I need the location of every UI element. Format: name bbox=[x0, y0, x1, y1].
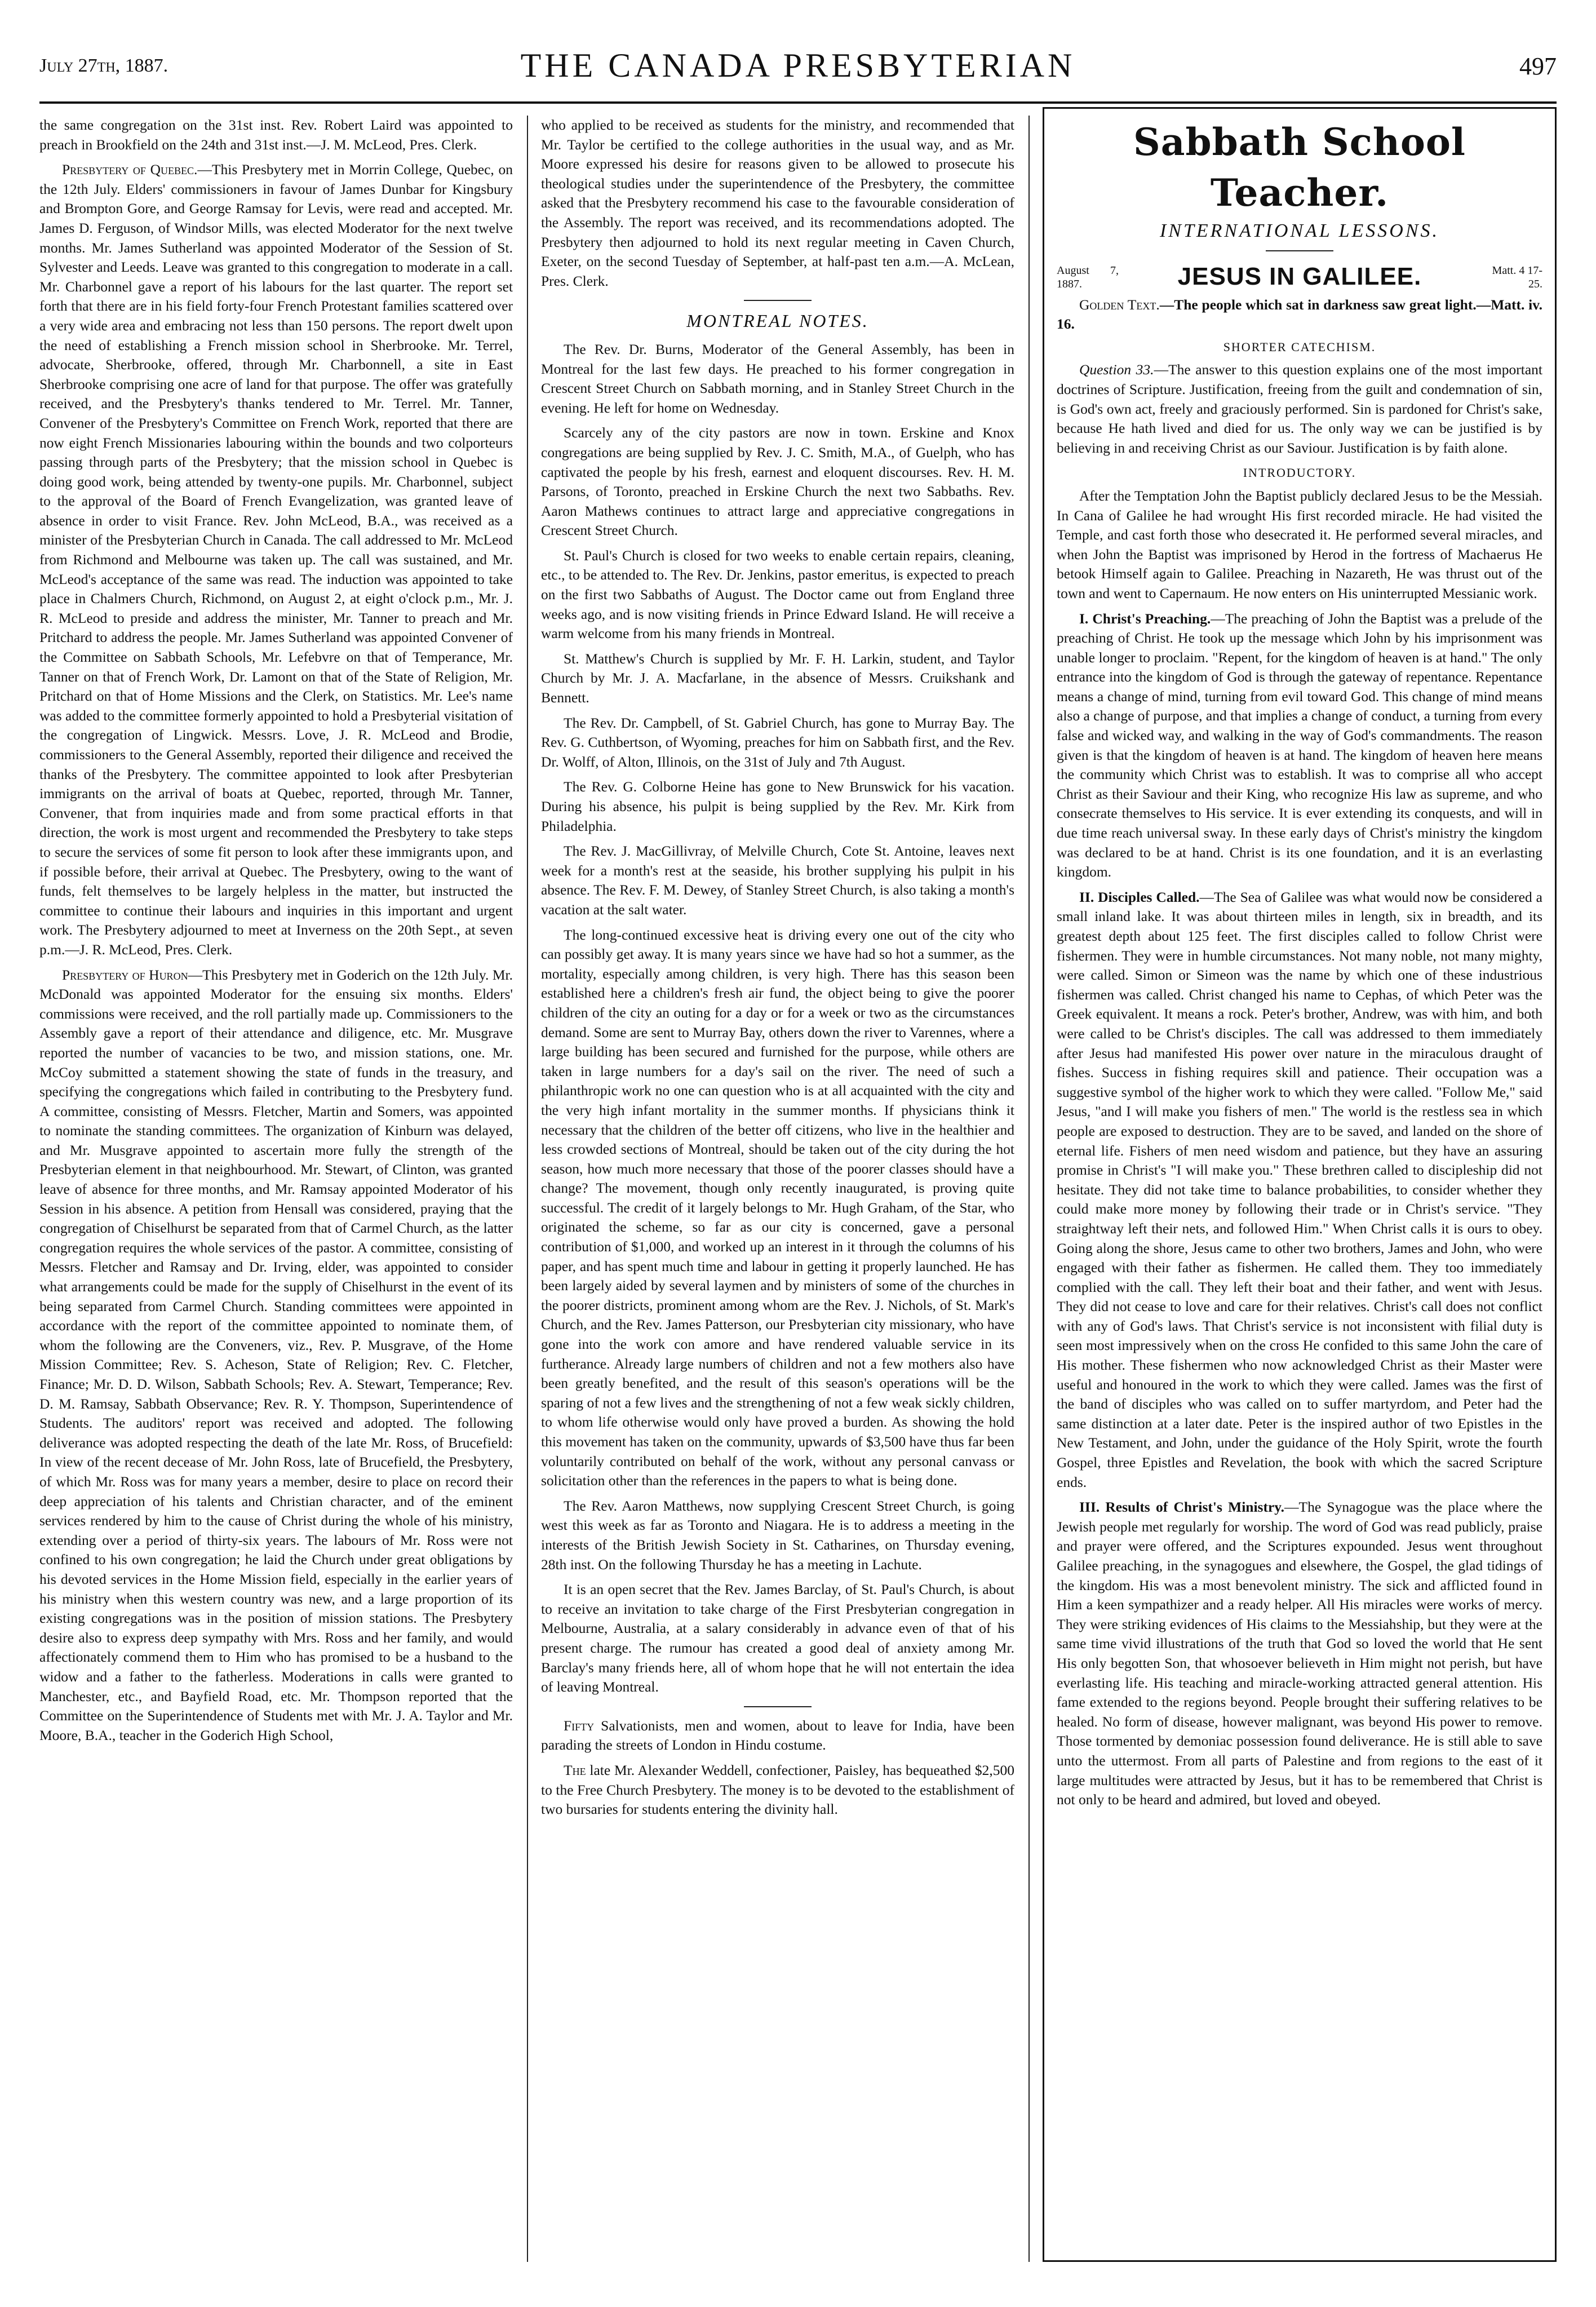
section-title: Sabbath School Teacher. bbox=[1133, 120, 1466, 215]
paragraph: The Rev. Dr. Campbell, of St. Gabriel Church, has gone to Murray Bay. The Rev. G. Cuthbertson, of Wyoming, preaches for him on Sabbath first, and the Rev. Dr. Wolff, of Alton, Illinois, on the 31st of July and 7th August. bbox=[541, 714, 1014, 770]
page-header bbox=[39, 34, 1557, 104]
sabbath-school-box bbox=[1043, 107, 1557, 2262]
column-middle bbox=[541, 116, 1014, 2262]
golden-text bbox=[1057, 295, 1542, 334]
paragraph: the same congregation on the 31st inst. Rev. Robert Laird was appointed to preach in Brookfield on the 24th and 31st inst.—J. M. McLeod, Pres. Clerk. bbox=[39, 117, 513, 153]
masthead-title: THE CANADA PRESBYTERIAN bbox=[520, 47, 1076, 84]
paragraph-lead: The bbox=[564, 1761, 586, 1778]
paragraph: The Rev. J. MacGillivray, of Melville Church, Cote St. Antoine, leaves next week for a month's rest at the seaside, his brother supplying his pulpit in his absence. The Rev. F. M. Dewey, of Stanley Street Church, is also taking a month's vacation at the salt water. bbox=[541, 843, 1014, 918]
news-item bbox=[541, 1761, 1014, 1819]
paragraph-text: late Mr. Alexander Weddell, confectioner, Paisley, has bequeathed $2,500 to the Free Church Presbytery. The money is to be devoted to the establishment of two bursaries for students entering the divinity hall. bbox=[541, 1761, 1014, 1818]
paragraph-lead: Presbytery of Quebec. bbox=[62, 161, 198, 178]
divider bbox=[744, 300, 812, 301]
paragraph: who applied to be received as students for the ministry, and recommended that Mr. Taylor be certified to the college authorities in the usual way, and as Mr. Moore expressed his desire for reasons given to be allowed to prosecute his theological studies under the superintendence of the Presbytery, the committee asked that the Presbytery recommend his case to the favourable consideration of the Assembly. The report was received, and its recommendations adopted. The Presbytery then adjourned to hold its next regular meeting in Caven Church, Exeter, on the second Tuesday of September, at half-past ten a.m.—A. McLean, Pres. Clerk. bbox=[541, 117, 1014, 289]
paragraph-text: —This Presbytery met in Goderich on the 12th July. Mr. McDonald was appointed Moderator for the ensuing six months. Elders' commissions were received, and the roll partially made up. Commissioners to the Assembly gave a report of their attendance and diligence, etc. Mr. Musgrave reported the number of vacancies to be two, and mission stations, one. Mr. McCoy submitted a statement showing the state of funds in the treasury, and specifying the congregations which failed in contributing to the Presbytery fund. A committee, consisting of Messrs. Fletcher, Martin and Somers, was appointed to nominate the standing committees. The organization of Kinburn was delayed, and Mr. Musgrave appointed to ascertain more fully the strength of the Presbyterian element in that neighbourhood. Mr. Stewart, of Clinton, was granted leave of absence for three months, and Mr. Ramsay appointed Moderator of his Session in his absence. A petition from Hensall was considered, praying that the congregation of Chiselhurst be separated from that of Carmel Church, as the latter congregation requires the whole services of the pastor. A committee, consisting of Messrs. Fletcher and Ramsay and Dr. Irving, elder, was appointed to consider what arrangements could be made for the supply of Chiselhurst in the event of its being separated from Carmel Church. Standing committees were appointed in accordance with the report of the committee appointed to nominate them, of whom the following are the Conveners, viz., Rev. P. Musgrave, of the Home Mission Committee; Rev. S. Acheson, State of Religion; Rev. C. Fletcher, Finance; Mr. D. D. Wilson, Sabbath Schools; Rev. A. Stewart, Temperance; Rev. D. M. Ramsay, Sabbath Observance; Rev. R. Y. Thompson, Superintendence of Students. The auditors' report was received and adopted. The following deliverance was adopted respecting the death of the late Mr. Ross, of Brucefield: In view of the recent decease of Mr. John Ross, late of Brucefield, the Presbytery, of which Mr. Ross was for many years a member, desire to place on record their deep appreciation of his talents and Christian character, and of the eminent services rendered by him to the cause of Christ during the whole of his ministry, extending over a period of thirty-six years. The labours of Mr. Ross were not confined to his own congregation; he laid the Church under great obligations by his devoted services in the Home Mission field, especially in the earlier years of his ministry when this western country was new, and a large proportion of its existing congregations was in the position of mission stations. The Presbytery desire also to express deep sympathy with Mrs. Ross and her family, and would affectionately commend them to Him who has promised to be a husband to the widow and a father to the fatherless. Moderations in calls were granted to Manchester, etc., and Bayfield Road, etc. Mr. Thompson reported that the Committee on the Superintendence of Students met with Mr. J. A. Taylor and Mr. Moore, B.A., teacher in the Goderich High School, bbox=[39, 966, 513, 1743]
golden-text-label: Golden Text. bbox=[1079, 296, 1160, 313]
question-label: Question 33. bbox=[1079, 361, 1154, 378]
paragraph-presbytery-quebec bbox=[39, 160, 513, 959]
golden-text-body: —The people which sat in darkness saw great light.—Matt. iv. 16. bbox=[1057, 296, 1542, 333]
paragraph: The Rev. Dr. Burns, Moderator of the General Assembly, has been in Montreal for the last few days. He preached to his former congregation in Crescent Street Church on Sabbath morning, and in Stanley Street Church in the evening. He left for home on Wednesday. bbox=[541, 340, 1014, 416]
section-title: MONTREAL NOTES. bbox=[686, 311, 869, 331]
paragraph-text: Salvationists, men and women, about to leave for India, have been parading the streets of London in Hindu costume. bbox=[541, 1717, 1014, 1754]
section-subtitle: INTERNATIONAL LESSONS. bbox=[1159, 220, 1440, 241]
news-item bbox=[541, 1716, 1014, 1755]
paragraph-lead: Presbytery of Huron bbox=[62, 966, 188, 983]
paragraph: It is an open secret that the Rev. James Barclay, of St. Paul's Church, is about to receive an invitation to take charge of the First Presbyterian congregation in Melbourne, Australia, at a salary considerably in advance even of that of his present charge. The rumour has created a good deal of anxiety among Mr. Barclay's many friends here, all of whom hope that he will not entertain the idea of leaving Montreal. bbox=[541, 1581, 1014, 1695]
lesson-heading bbox=[1057, 264, 1542, 291]
section-heading: II. Disciples Called. bbox=[1079, 888, 1200, 905]
divider bbox=[1266, 250, 1333, 251]
paragraph-text: —The Synagogue was the place where the Jewish people met regularly for worship. The word of God was read publicly, praise and prayer were offered, and the Scriptures expounded. Jesus went throughout Galilee preaching, in the synagogues and elsewhere, the Gospel, the glad tidings of the kingdom. His was a most benevolent ministry. The sick and afflicted found in Him a keen sympathizer and a ready helper. All His miracles were works of mercy. They were striking evidences of His claims to the Messiahship, but they were at the same time vivid illustrations of the truth that God so loved the world that He sent His only begotten Son, that whosoever believeth in Him might not perish, but have everlasting life. His teaching and miracle-working attracted general attention. His fame extended to the regions beyond. People brought their suffering relatives to be healed. No form of disease, however malignant, was beyond His power to remove. Those tormented by demoniac possession found deliverance. He is still able to save unto the uttermost. From all parts of Palestine and from regions to the east of it large multitudes were attracted by Jesus, but it has to be remembered that Christ is not only to be heard and admired, but loved and obeyed. bbox=[1057, 1499, 1542, 1808]
subheading: SHORTER CATECHISM. bbox=[1223, 339, 1376, 354]
paragraph-text: —The Sea of Galilee was what would now be considered a small inland lake. It was about thirteen miles in length, six in breadth, and its greatest depth about 125 feet. The first disciples called to follow Christ were fishermen. They were in humble circumstances. Not many noble, not many mighty, were called. Simon or Simeon was the name by which one of these industrious fishermen was called. Christ changed his name to Cephas, of which Peter was the Greek equivalent. It means a rock. Peter's brother, Andrew, was with him, and both were called to be Christ's disciples. The call was addressed to them immediately after Jesus had manifested His power over nature in the miraculous draught of fishes. Success in fishing requires skill and patience. Their occupation was a suggestive symbol of the higher work to which they were called. "Follow Me," said Jesus, "and I will make you fishers of men." The world is the restless sea in which people are exposed to destruction. They are to be saved, and landed on the shore of eternal life. Fishers of men need wisdom and patience, but they have an assuring promise in Christ's "I will make you." These brethren called to discipleship did not hesitate. They did not take time to balance probabilities, to consider whether they could make more money by following their trade or in Christ's service. "They straightway left their nets, and followed Him." When Christ calls it is ours to obey. Going along the shore, Jesus came to other two brothers, James and John, who were engaged with their father as fishermen. He called them. They too immediately complied with the call. They left their boat and their father, and went with Jesus. They did not cease to love and care for their relatives. Christ's call does not conflict with any of God's laws. That Christ's service is not inconsistent with filial duty is seen most impressively when on the cross He confided to this same John the care of His mother. These fishermen who now acknowledged Christ as their Master were useful and honoured in the work to which they were called. James was the first of the band of disciples who was called on to suffer martyrdom, and Peter had the same distinction at a later date. Peter is the inspired author of two Epistles in the New Testament, and John, under the guidance of the Holy Spirit, wrote the fourth Gospel, three Epistles and Revelation, the book with which the sacred Scripture ends. bbox=[1057, 888, 1542, 1490]
lesson-reference: Matt. 4 17-25. bbox=[1492, 264, 1542, 290]
column-divider bbox=[527, 116, 528, 2262]
paragraph: St. Paul's Church is closed for two weeks to enable certain repairs, cleaning, etc., to be attended to. The Rev. Dr. Jenkins, pastor emeritus, is expected to preach on the first two Sabbaths of August. The Doctor came out from England three weeks ago, and is now visiting friends in Prince Edward Island. He will receive a warm welcome from his many friends in Montreal. bbox=[541, 547, 1014, 642]
section-heading: I. Christ's Preaching. bbox=[1079, 610, 1211, 627]
lesson-section bbox=[1057, 609, 1542, 882]
lesson-section bbox=[1057, 1498, 1542, 1810]
section-heading: III. Results of Christ's Ministry. bbox=[1079, 1499, 1285, 1516]
subheading: INTRODUCTORY. bbox=[1243, 466, 1356, 480]
paragraph: The long-continued excessive heat is driving every one out of the city who can possibly get away. It is many years since we have had so hot a summer, as the mortality, especially among children, is very high. There has this season been established here a children's fresh air fund, the object being to give the poorer children of the city an outing for a day or for a week or two as the circumstances demand. Some are sent to Murray Bay, others down the river to Varennes, where a large building has been secured and furnished for the purpose, while others are taken in large numbers for a day's sail on the river. The need of such a philanthropic work no one can question who is at all acquainted with the city and the very high infant mortality in the summer months. If physicians think it necessary that the children of the better off citizens, who live in the healthier and less crowded sections of Montreal, should be taken out of the city during the hot season, how much more necessary that those of the poorer classes should have a change? The movement, though only recently inaugurated, is proving quite successful. The credit of it largely belongs to Mr. Hugh Graham, of the Star, who originated the scheme, so far as our city is concerned, gave a personal contribution of $1,000, and worked up an interest in it through the columns of his paper, and has spent much time and labour in getting it properly launched. He has been largely aided by several laymen and by ministers of some of the churches in the poorer districts, prominent among whom are the Rev. J. Nichols, of St. Mark's Church, and the Rev. James Patterson, our Presbyterian city missionary, who have gone into the work con amore and have rendered valuable service in its furtherance. Already large numbers of children and not a few mothers also have been greatly benefited, and the result of this season's operations will be the sparing of not a few lives and the strengthening of not a few weak sickly children, to whom life otherwise would only have proved a burden. As showing the hold this movement has taken on the community, upwards of $3,500 have thus far been voluntarily contributed on behalf of the work, without any personal canvass or solicitation other than the references in the papers to what is being done. bbox=[541, 926, 1014, 1489]
paragraph-text: —The preaching of John the Baptist was a prelude of the preaching of Christ. He took up the message which John by his imprisonment was unable longer to proclaim. "Repent, for the kingdom of heaven is at hand." The only entrance into the kingdom of God is through the gateway of repentance. Repentance means a change of mind, turning from evil toward God. This change of mind means also a change of purpose, and that implies a change of conduct, a turning from every false and wicked way, and walking in the way of God's commandments. The reason given is that the kingdom of heaven is at hand. The kingdom of heaven here means the community which Christ was to establish. It was to comprise all who accept Christ as their Saviour and their King, who recognize His law as supreme, and who consecrate themselves to His service. It is ever extending its conquests, and will in due time reach universal sway. In these early days of Christ's ministry the kingdom was declared to be at hand. Christ is its one foundation, and it is an everlasting kingdom. bbox=[1057, 610, 1542, 880]
issue-date: July 27th, 1887. bbox=[39, 55, 169, 76]
lesson-section bbox=[1057, 888, 1542, 1492]
lesson-date: August 7, 1887. bbox=[1057, 264, 1119, 290]
column-left bbox=[39, 116, 513, 2262]
paragraph: Scarcely any of the city pastors are now in town. Erskine and Knox congregations are being supplied by Rev. J. C. Smith, M.A., of Guelph, who has captivated the people by his fresh, earnest and eloquent discourses. Rev. H. M. Parsons, of Toronto, preached in Erskine Church the next two Sabbaths. Rev. Aaron Mathews continues to attract large and appreciative congregations in Crescent Street Church. bbox=[541, 424, 1014, 539]
page-number: 497 bbox=[1519, 52, 1557, 80]
paragraph: St. Matthew's Church is supplied by Mr. F. H. Larkin, student, and Taylor Church by Mr. J. A. Macfarlane, in the absence of Messrs. Cruikshank and Bennett. bbox=[541, 650, 1014, 706]
paragraph-presbytery-huron bbox=[39, 966, 513, 1746]
paragraph: The Rev. Aaron Matthews, now supplying Crescent Street Church, is going west this week as far as Toronto and Niagara. He is to address a meeting in the interests of the British Jewish Society in St. Catharines, on Thursday evening, 28th inst. On the following Thursday he has a meeting in Lachute. bbox=[541, 1497, 1014, 1573]
divider bbox=[744, 1706, 812, 1707]
paragraph-text: —This Presbytery met in Morrin College, Quebec, on the 12th July. Elders' commissioners in favour of James Dunbar for Kingsbury and Brompton Gore, and George Ramsay for Levis, were read and accepted. Mr. James D. Ferguson, of Windsor Mills, was elected Moderator for the next twelve months. Mr. James Sutherland was appointed Moderator of the Session of St. Sylvester and Leeds. Leave was granted to this congregation to moderate in a call. Mr. Charbonnel gave a report of his labours for the last quarter. The report set forth that there are in his field forty-four French Protestant families scattered over a very wide area and embracing not less than 150 persons. The report dwelt upon the need of establishing a French mission school in Sherbrooke. Mr. Terrel, advocate, Sherbrooke, offered, through Mr. Charbonnell, a site in East Sherbrooke comprising one acre of land for that purpose. The offer was gratefully received, and the Presbytery's thanks tendered to Mr. Terrel. Mr. Tanner, Convener of the Presbytery's Committee on French Work, reported that there are now eight French Missionaries labouring within the bounds and two colporteurs passing through parts of the Presbytery; that the mission school in Quebec is doing good work, being attended by twenty-one pupils. Mr. Charbonnel, subject to the approval of the Board of French Evangelization, was granted leave of absence in order to visit France. Rev. John McLeod, B.A., was received as a minister of the Presbyterian Church in Canada. The call addressed to Mr. McLeod from Richmond and Melbourne was taken up. The call was sustained, and Mr. McLeod's acceptance of the same was read. The induction was appointed to take place in Chalmers Church, Richmond, on August 2, at eight o'clock p.m., Mr. J. R. McLeod to preside and address the minister, Mr. Tanner to preach and Mr. Pritchard to address the people. Mr. James Sutherland was appointed Convener of the Committee on Sabbath Schools, Mr. Lefebvre on that of Temperance, Mr. Tanner on that of French Work, Dr. Lamont on that of the State of Religion, Mr. Pritchard on that of Home Missions and the Clerk, on Statistics. Mr. Lee's name was added to the committee formerly appointed to hold a Presbyterial visitation of the congregation of Lingwick. Messrs. Love, J. R. McLeod and Brodie, commissioners to the General Assembly, reported their diligence and received the thanks of the Presbytery. The committee appointed to look after Presbyterian immigrants on the arrival of boats at Quebec, reported, through Mr. Tanner, Convener, that from inquiries made and from some practical efforts in that direction, the work is most urgent and recommended the Presbytery to take steps to secure the services of some fit person to look after these immigrants upon, and if possible before, their arrival at Quebec. The Presbytery, owing to the want of funds, felt themselves to be largely helpless in the matter, but instructed the committee to continue their labours and inquiries in this important and urgent work. The Presbytery adjourned to meet at Inverness on the 20th Sept., at seven p.m.—J. R. McLeod, Pres. Clerk. bbox=[39, 161, 513, 958]
column-divider bbox=[1028, 116, 1030, 2262]
paragraph: The Rev. G. Colborne Heine has gone to New Brunswick for his vacation. During his absence, his pulpit is being supplied by the Rev. Mr. Kirk from Philadelphia. bbox=[541, 778, 1014, 834]
paragraph-text: —The answer to this question explains one of the most important doctrines of Scripture. Justification, freeing from the guilt and condemnation of sin, is God's own act, freely and graciously performed. Sin is pardoned for Christ's sake, because He hath lived and died for us. The only way we can be justified is by believing in and receiving Christ as our Saviour. Justification is by faith alone. bbox=[1057, 361, 1542, 456]
paragraph-lead: Fifty bbox=[564, 1717, 595, 1734]
lesson-title: JESUS IN GALILEE. bbox=[1177, 263, 1422, 291]
catechism-paragraph bbox=[1057, 360, 1542, 458]
paragraph: After the Temptation John the Baptist publicly declared Jesus to be the Messiah. In Cana of Galilee he had wrought His first recorded miracle. He had visited the Temple, and cast forth those who desecrated it. He performed several miracles, and when John the Baptist was imprisoned by Herod in the fortress of Machaerus He betook Himself again to Galilee. Preaching in Nazareth, He was thrust out of the town and went to Capernaum. He now enters on His uninterrupted Messianic work. bbox=[1057, 487, 1542, 601]
